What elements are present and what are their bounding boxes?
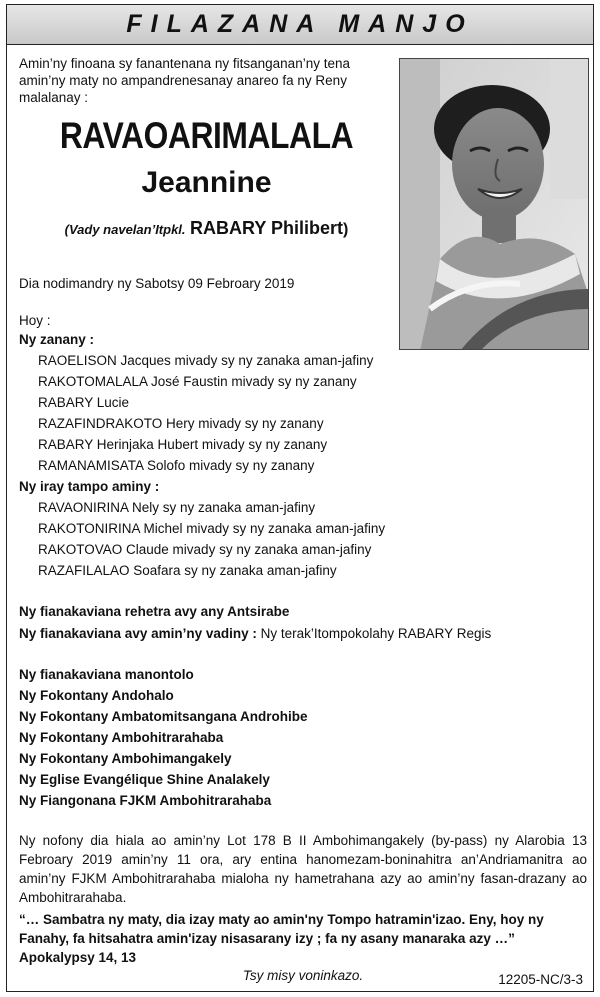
funeral-info: Ny nofony dia hiala ao amin’ny Lot 178 B II Ambohimangakely (by-pass) ny Alarobia 13 Febroary 2019 amin’ny 11 ora, ary entina hanomezam-boninahitra an’Andriamanitra ao amin’ny FJKM Ambohitrarahaba mialoha ny hametrahana azy ao amin’ny fasan-drazany ao Ambohitrarahaba. [19, 833, 587, 905]
list-item: RAKOTONIRINA Michel mivady sy ny zanaka aman-jafiny [38, 521, 386, 536]
community-item: Ny Eglise Evangélique Shine Analakely [19, 772, 270, 787]
children-heading: Ny zanany : [19, 332, 95, 347]
deceased-surname: RAVAOARIMALALA [59, 115, 354, 156]
bible-quote: “… Sambatra ny maty, dia izay maty ao amin'ny Tompo hatramin'izao. Eny, hoy ny Fanahy, fa hitsahatra amin'izay nisasarany izy ; fa ny asany manaraka azy …” Apokalypsy 14, 13 [19, 912, 544, 965]
portrait-image [400, 59, 589, 350]
reference-code: 12205-NC/3-3 [498, 972, 583, 987]
family-line-spouse [19, 625, 491, 642]
notice-header [7, 5, 593, 45]
date-line: Dia nodimandry ny Sabotsy 09 Febroary 2019 [19, 276, 295, 291]
portrait-photo [399, 58, 589, 350]
list-item: RABARY Lucie [38, 395, 130, 410]
deceased-given-name: Jeannine [141, 166, 272, 199]
community-item: Ny Fokontany Ambohimangakely [19, 751, 232, 766]
list-item: RAMANAMISATA Solofo mivady sy ny zanany [38, 458, 315, 473]
family-line-spouse-value: Ny terak’Itompokolahy RABARY Regis [256, 626, 492, 641]
list-item: RAOELISON Jacques mivady sy ny zanaka aman-jafiny [38, 353, 374, 368]
list-item: RAKOTOVAO Claude mivady sy ny zanaka aman-jafiny [38, 542, 372, 557]
community-item: Ny Fokontany Ambohitrarahaba [19, 730, 224, 745]
notice-title: FILAZANA MANJO [126, 10, 474, 38]
list-item: RABARY Herinjaka Hubert mivady sy ny zanany [38, 437, 328, 452]
siblings-heading: Ny iray tampo aminy : [19, 479, 160, 494]
family-line-antsirabe: Ny fianakaviana rehetra avy any Antsirabe [19, 604, 290, 619]
family-line-spouse-label: Ny fianakaviana avy amin’ny vadiny : [19, 626, 257, 641]
list-item: RAZAFINDRAKOTO Hery mivady sy ny zanany [38, 416, 324, 431]
obituary-notice [6, 4, 594, 992]
closing-note: Tsy misy voninkazo. [242, 968, 364, 983]
community-item: Ny Fiangonana FJKM Ambohitrarahaba [19, 793, 272, 808]
list-item: RAVAONIRINA Nely sy ny zanaka aman-jafiny [38, 500, 316, 515]
spouse-name: RABARY Philibert [190, 218, 344, 238]
list-item: RAKOTOMALALA José Faustin mivady sy ny zanany [38, 374, 357, 389]
community-item: Ny Fokontany Ambatomitsangana Androhibe [19, 709, 308, 724]
community-item: Ny Fokontany Andohalo [19, 688, 174, 703]
community-item: Ny fianakaviana manontolo [19, 667, 194, 682]
list-item: RAZAFILALAO Soafara sy ny zanaka aman-jafiny [38, 563, 337, 578]
spouse-line [19, 218, 394, 240]
spouse-suffix: ) [343, 221, 349, 238]
spouse-prefix: (Vady navelan’Itpkl. [64, 222, 186, 237]
hoy-label: Hoy : [19, 313, 51, 328]
intro-text: Amin’ny finoana sy fanantenana ny fitsanganan’ny tena amin’ny maty no ampandrenesanay anareo fa ny Reny malalanay : [19, 56, 350, 105]
